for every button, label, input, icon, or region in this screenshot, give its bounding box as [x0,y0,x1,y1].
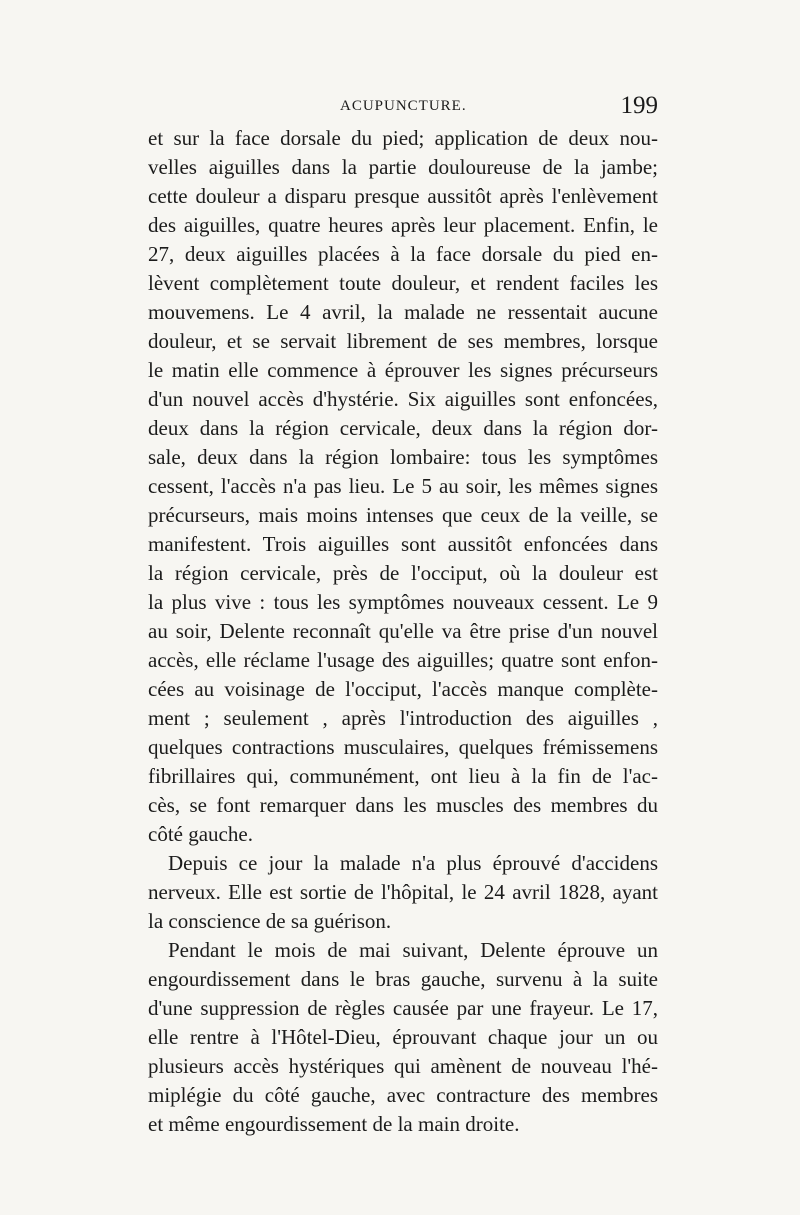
text-line: Depuis ce jour la malade n'a plus éprouvé d'accidens [168,851,658,875]
text-line: douleur, et se servait librement de ses membres, lorsque [148,329,658,353]
text-line: nerveux. Elle est sortie de l'hôpital, le 24 avril 1828, ayant [148,880,658,904]
running-title: ACUPUNCTURE. [340,98,467,114]
text-line: d'un nouvel accès d'hystérie. Six aiguilles sont enfoncées, [148,387,658,411]
text-line: et même engourdissement de la main droite. [148,1112,520,1136]
text-line: et sur la face dorsale du pied; application de deux nou- [148,126,658,150]
text-line: ment ; seulement , après l'introduction des aiguilles , [148,706,658,730]
text-line: engourdissement dans le bras gauche, survenu à la suite [148,967,658,991]
text-line: miplégie du côté gauche, avec contracture des membres [148,1083,658,1107]
text-line: d'une suppression de règles causée par une frayeur. Le 17, [148,996,658,1020]
text-line: la plus vive : tous les symptômes nouveaux cessent. Le 9 [148,590,658,614]
text-line: des aiguilles, quatre heures après leur placement. Enfin, le [148,213,658,237]
text-line: velles aiguilles dans la partie douloureuse de la jambe; [148,155,658,179]
text-line: accès, elle réclame l'usage des aiguilles; quatre sont enfon- [148,648,658,672]
text-line: précurseurs, mais moins intenses que ceux de la veille, se [148,503,658,527]
text-line: cès, se font remarquer dans les muscles des membres du [148,793,658,817]
page-number: 199 [620,92,658,119]
text-line: fibrillaires qui, communément, ont lieu à la fin de l'ac- [148,764,658,788]
text-line: plusieurs accès hystériques qui amènent de nouveau l'hé- [148,1054,658,1078]
text-line: le matin elle commence à éprouver les signes précurseurs [148,358,658,382]
text-line: cées au voisinage de l'occiput, l'accès manque complète- [148,677,658,701]
text-line: la conscience de sa guérison. [148,909,392,933]
text-line: Pendant le mois de mai suivant, Delente éprouve un [168,938,658,962]
text-line: cessent, l'accès n'a pas lieu. Le 5 au soir, les mêmes signes [148,474,658,498]
text-line: lèvent complètement toute douleur, et rendent faciles les [148,271,658,295]
text-line: manifestent. Trois aiguilles sont aussitôt enfoncées dans [148,532,658,556]
text-line: au soir, Delente reconnaît qu'elle va être prise d'un nouvel [148,619,658,643]
text-line: quelques contractions musculaires, quelques frémissemens [148,735,658,759]
page-header [148,92,658,122]
text-line: sale, deux dans la région lombaire: tous les symptômes [148,445,658,469]
text-line: cette douleur a disparu presque aussitôt après l'enlèvement [148,184,658,208]
text-line: la région cervicale, près de l'occiput, où la douleur est [148,561,658,585]
text-line: 27, deux aiguilles placées à la face dorsale du pied en- [148,242,658,266]
text-line: elle rentre à l'Hôtel-Dieu, éprouvant chaque jour un ou [148,1025,658,1049]
text-line: côté gauche. [148,822,253,846]
text-line: mouvemens. Le 4 avril, la malade ne ressentait aucune [148,300,658,324]
body-text [148,124,658,1139]
text-line: deux dans la région cervicale, deux dans la région dor- [148,416,658,440]
